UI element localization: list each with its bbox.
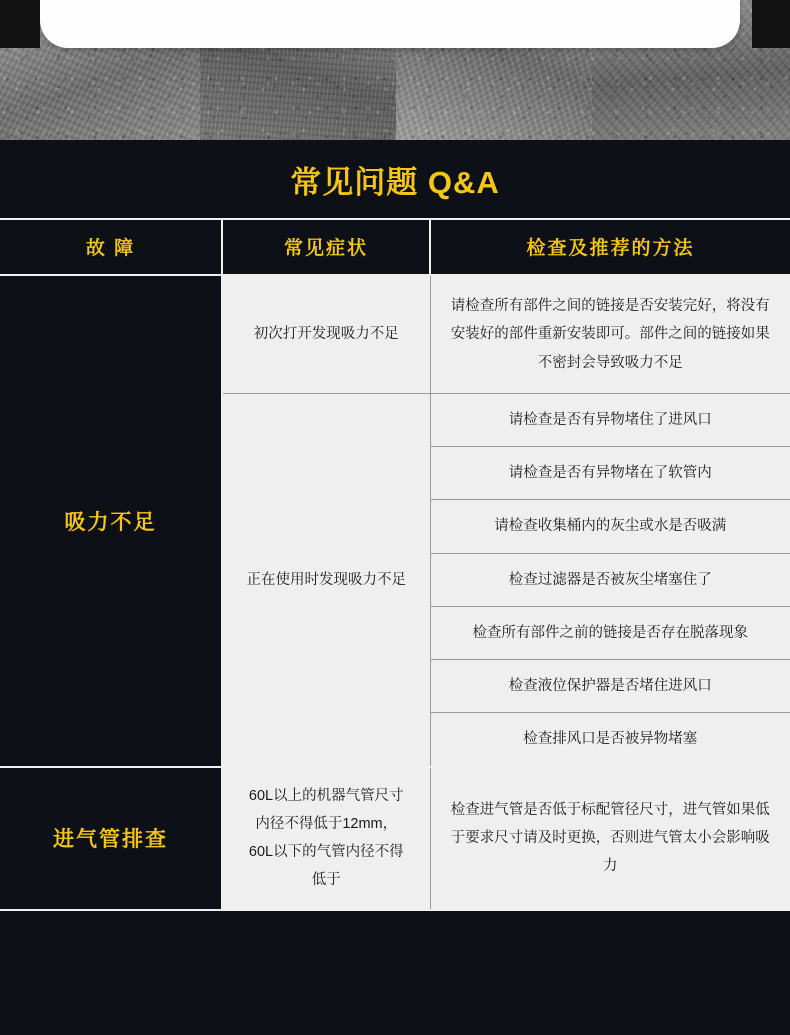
fault-cell: 吸力不足 <box>0 275 222 767</box>
method-text: 检查液位保护器是否堵住进风口 <box>508 678 712 695</box>
method-text: 检查排风口是否被异物堵塞 <box>523 731 698 748</box>
page-title: 常见问题 Q&A <box>290 164 500 200</box>
symptom-text: 初次打开发现吸力不足 <box>253 326 399 343</box>
faq-table <box>0 218 790 911</box>
column-header-symptom: 常见症状 <box>222 219 430 275</box>
symptom-text: 正在使用时发现吸力不足 <box>246 571 406 588</box>
method-text: 请检查是否有异物堵住了进风口 <box>508 411 712 428</box>
symptom-cell <box>222 275 430 393</box>
method-text: 请检查收集桶内的灰尘或水是否吸满 <box>494 518 727 535</box>
method-cell <box>430 393 790 446</box>
banner-corner-right <box>752 0 790 48</box>
bottom-spacer <box>0 911 790 923</box>
page-title-container <box>0 140 790 218</box>
method-cell <box>430 606 790 659</box>
fault-cell: 进气管排查 <box>0 767 222 910</box>
method-cell <box>430 713 790 767</box>
symptom-cell <box>222 393 430 766</box>
table-header-row <box>0 219 790 275</box>
symptom-text: 60L以上的机器气管尺寸内径不得低于12mm，60L以下的气管内径不得低于 <box>248 787 404 889</box>
table-row <box>0 767 790 910</box>
method-cell <box>430 447 790 500</box>
method-cell <box>430 275 790 393</box>
symptom-cell <box>222 767 430 910</box>
table-row <box>0 275 790 393</box>
method-cell <box>430 553 790 606</box>
method-cell <box>430 767 790 910</box>
method-text: 检查过滤器是否被灰尘堵塞住了 <box>508 571 712 588</box>
column-header-fault: 故 障 <box>0 219 222 275</box>
method-cell <box>430 660 790 713</box>
method-text: 检查所有部件之前的链接是否存在脱落现象 <box>472 624 748 641</box>
column-header-method: 检查及推荐的方法 <box>430 219 790 275</box>
method-cell <box>430 500 790 553</box>
method-text: 请检查所有部件之间的链接是否安装完好，将没有安装好的部件重新安装即可。部件之间的链接如果不密封会导致吸力不足 <box>450 298 770 371</box>
method-text: 检查进气管是否低于标配管径尺寸，进气管如果低于要求尺寸请及时更换，否则进气管太小会影响吸力 <box>450 801 770 875</box>
top-texture-banner <box>0 0 790 140</box>
banner-corner-left <box>0 0 40 48</box>
white-rounded-plate <box>40 0 740 48</box>
method-text: 请检查是否有异物堵在了软管内 <box>508 465 712 482</box>
